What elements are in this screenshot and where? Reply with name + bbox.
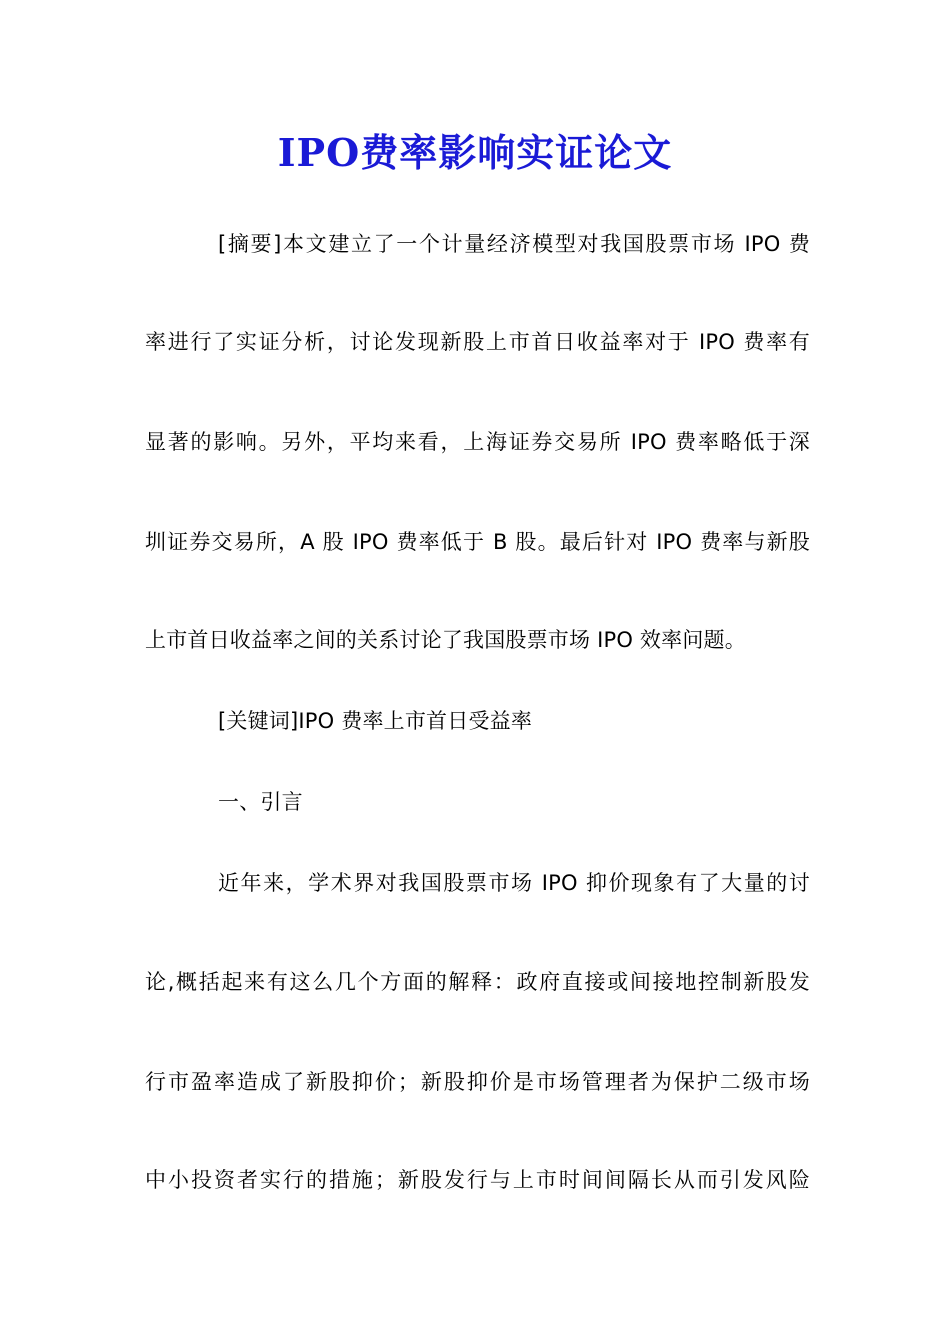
intro-line-4: 中小投资者实行的措施；新股发行与上市时间间隔长从而引发风险 [145,1168,810,1192]
intro-line-3: 行市盈率造成了新股抑价；新股抑价是市场管理者为保护二级市场 [145,1070,810,1094]
abstract-line-5: 上市首日收益率之间的关系讨论了我国股票市场 IPO 效率问题。 [145,628,746,652]
abstract-line-4: 圳证券交易所，A 股 IPO 费率低于 B 股。最后针对 IPO 费率与新股 [145,530,810,554]
intro-line-2: 论,概括起来有这么几个方面的解释：政府直接或间接地控制新股发 [145,970,810,994]
abstract-line-1: [摘要]本文建立了一个计量经济模型对我国股票市场 IPO 费 [218,232,810,256]
intro-line-1: 近年来，学术界对我国股票市场 IPO 抑价现象有了大量的讨 [218,871,810,895]
abstract-line-3: 显著的影响。另外，平均来看，上海证券交易所 IPO 费率略低于深 [145,430,810,454]
keywords-line: [关键词]IPO 费率上市首日受益率 [218,709,533,733]
section-heading: 一、引言 [218,790,303,814]
abstract-line-2: 率进行了实证分析，讨论发现新股上市首日收益率对于 IPO 费率有 [145,330,810,354]
document-title: IPO费率影响实证论文 [277,130,673,175]
